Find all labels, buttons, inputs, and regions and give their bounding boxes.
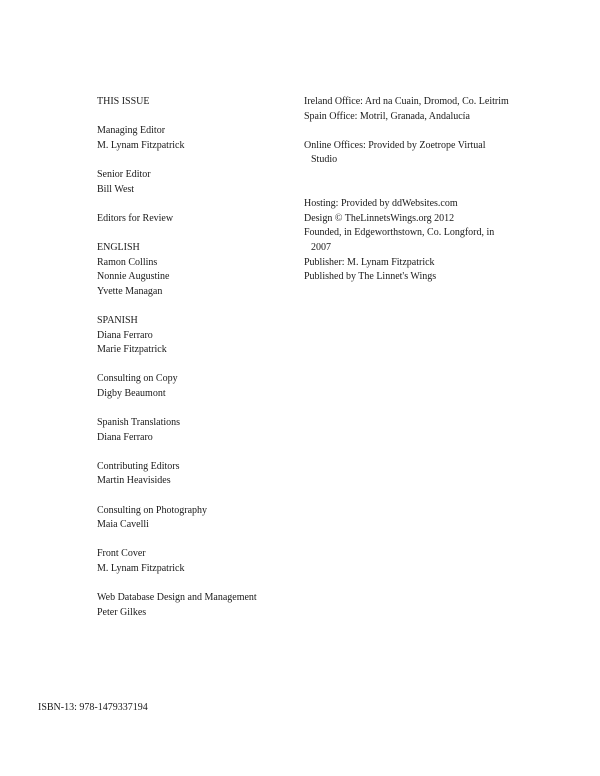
spacer (304, 168, 509, 183)
design-copyright: Design © TheLinnetsWings.org 2012 (304, 212, 455, 224)
staff-credits-column (97, 95, 287, 620)
front-cover-role: Front Cover (97, 548, 146, 560)
editors-for-review-role: Editors for Review (97, 212, 174, 224)
spacer (304, 124, 509, 139)
spacer (97, 401, 287, 416)
english-name: Ramon Collins (97, 256, 158, 268)
isbn-number: ISBN-13: 978-1479337194 (38, 702, 148, 713)
english-name: Yvette Managan (97, 285, 163, 297)
spanish-translations-name: Diana Ferraro (97, 431, 153, 443)
hosting: Hosting: Provided by ddWebsites.com (304, 198, 458, 210)
publisher: Publisher: M. Lynam Fitzpatrick (304, 256, 435, 268)
senior-editor-name: Bill West (97, 183, 135, 195)
founded: Founded, in Edgeworthstown, Co. Longford, in 2007 (304, 227, 495, 253)
spacer (97, 197, 287, 212)
web-database-role: Web Database Design and Management (97, 592, 257, 604)
consulting-copy-name: Digby Beaumont (97, 387, 166, 399)
spanish-translations-role: Spanish Translations (97, 417, 181, 429)
issue-heading: THIS ISSUE (97, 96, 150, 107)
managing-editor-name: M. Lynam Fitzpatrick (97, 139, 185, 151)
spacer (97, 226, 287, 241)
spacer (97, 299, 287, 314)
published-by: Published by The Linnet's Wings (304, 271, 437, 283)
spacer (97, 153, 287, 168)
consulting-photography-role: Consulting on Photography (97, 504, 208, 516)
managing-editor-role: Managing Editor (97, 125, 166, 137)
spacer (97, 489, 287, 504)
senior-editor-role: Senior Editor (97, 168, 151, 180)
spacer (97, 577, 287, 592)
english-name: Nonnie Augustine (97, 271, 170, 283)
online-offices: Online Offices: Provided by Zoetrope Virtual Studio (304, 139, 486, 166)
consulting-copy-role: Consulting on Copy (97, 373, 178, 385)
spacer (97, 533, 287, 548)
spanish-role: SPANISH (97, 314, 138, 326)
contributing-editors-name: Martin Heavisides (97, 475, 171, 487)
spacer (97, 110, 287, 125)
english-role: ENGLISH (97, 241, 140, 253)
spanish-name: Marie Fitzpatrick (97, 344, 167, 356)
ireland-office: Ireland Office: Ard na Cuain, Dromod, Co. Leitrim (304, 96, 509, 107)
spanish-name: Diana Ferraro (97, 329, 153, 341)
office-info-column (304, 95, 509, 285)
contributing-editors-role: Contributing Editors (97, 460, 180, 472)
web-database-name: Peter Gilkes (97, 606, 147, 618)
spacer (97, 445, 287, 460)
spacer (97, 358, 287, 373)
front-cover-name: M. Lynam Fitzpatrick (97, 563, 185, 574)
consulting-photography-name: Maia Cavelli (97, 519, 149, 531)
spain-office: Spain Office: Motril, Granada, Andalucía (304, 110, 470, 122)
spacer (304, 183, 509, 198)
